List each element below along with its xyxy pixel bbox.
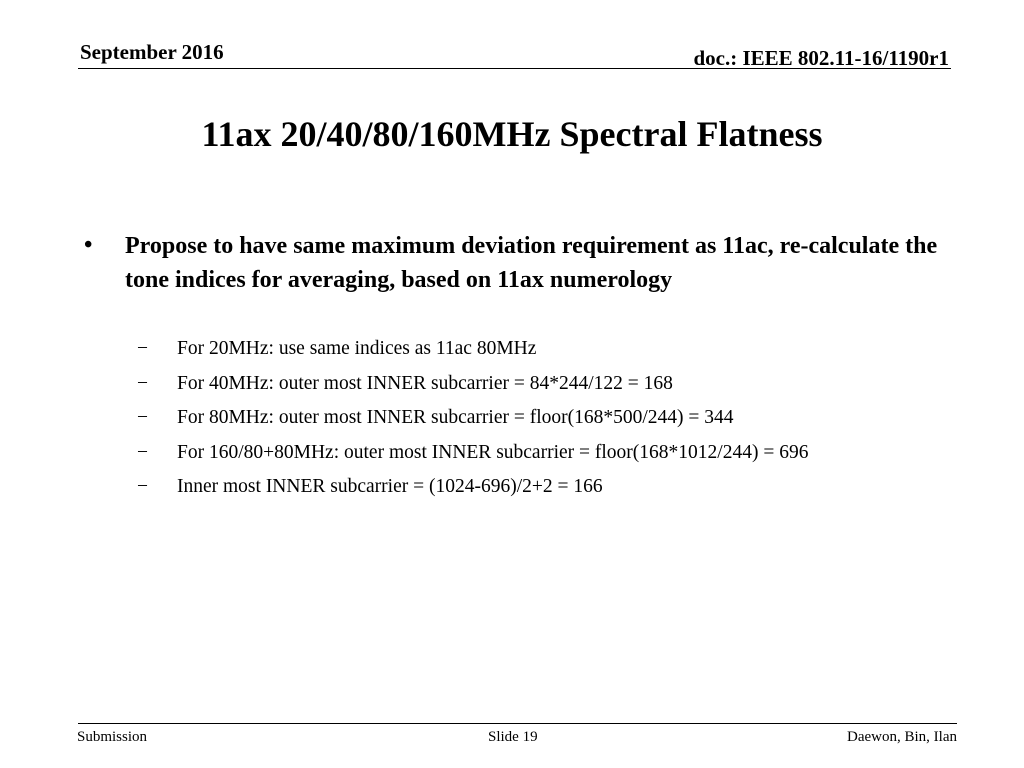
sub-bullet-text: For 80MHz: outer most INNER subcarrier = floor(168*500/244) = 344 xyxy=(177,407,734,428)
sub-bullet-dash: − xyxy=(137,476,148,497)
header-doc-id: doc.: IEEE 802.11-16/1190r1 xyxy=(693,46,949,70)
sub-bullet-text: For 40MHz: outer most INNER subcarrier = 84*244/122 = 168 xyxy=(177,372,673,394)
sub-bullet-text: Inner most INNER subcarrier = (1024-696)/2+2 = 166 xyxy=(177,476,603,497)
bullet-text: Propose to have same maximum deviation requirement as 11ac, re-calculate the tone indices for averaging, based on 11ax numerology xyxy=(125,233,938,293)
footer-divider xyxy=(78,723,957,724)
header-divider xyxy=(78,68,951,69)
footer-authors: Daewon, Bin, Ilan xyxy=(847,729,957,745)
slide-title: 11ax 20/40/80/160MHz Spectral Flatness xyxy=(201,114,823,154)
sub-bullet-text: For 160/80+80MHz: outer most INNER subcarrier = floor(168*1012/244) = 696 xyxy=(177,441,809,463)
footer-slide-number: Slide 19 xyxy=(488,729,538,745)
sub-bullet-dash: − xyxy=(137,407,148,428)
sub-bullet-dash: − xyxy=(137,372,148,394)
sub-bullet-dash: − xyxy=(137,441,148,463)
sub-bullet-text: For 20MHz: use same indices as 11ac 80MHz xyxy=(177,338,537,359)
sub-bullet-dash: − xyxy=(137,338,148,359)
footer-submission: Submission xyxy=(77,729,148,745)
bullet-marker: • xyxy=(84,232,93,258)
header-date: September 2016 xyxy=(80,40,224,64)
